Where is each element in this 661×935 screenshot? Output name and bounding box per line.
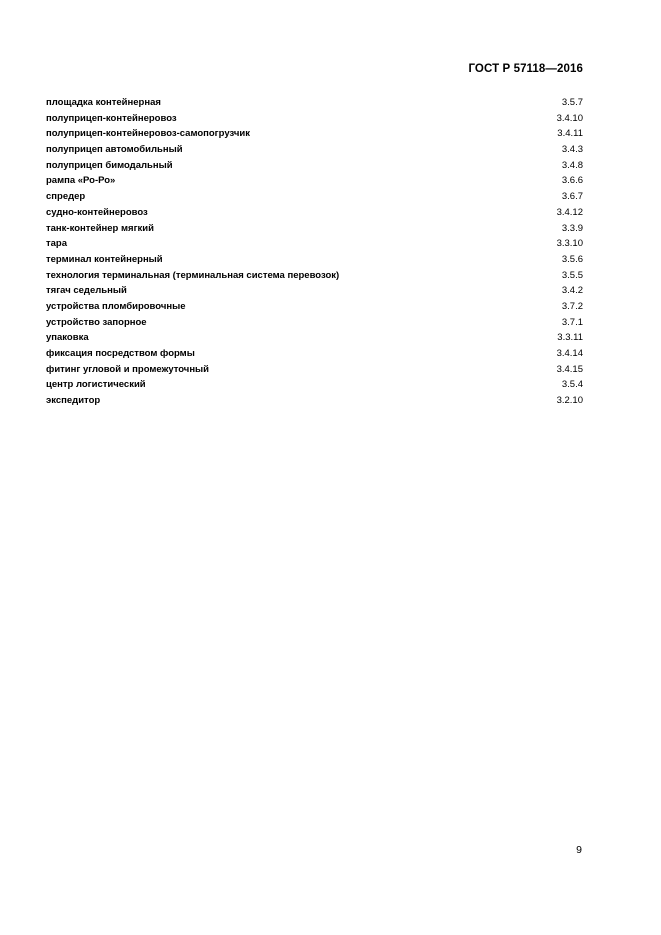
index-term: полуприцеп-контейнеровоз — [46, 112, 177, 124]
index-term: спредер — [46, 191, 86, 203]
index-reference: 3.3.9 — [561, 222, 583, 234]
index-entry — [46, 236, 583, 252]
index-term: центр логистический — [46, 379, 146, 391]
index-entry — [46, 142, 583, 158]
index-entry — [46, 268, 583, 284]
index-entry — [46, 330, 583, 346]
index-reference: 3.4.8 — [561, 159, 583, 171]
index-reference: 3.5.6 — [561, 253, 583, 265]
index-term: полуприцеп бимодальный — [46, 159, 173, 171]
index-term: тягач седельный — [46, 285, 127, 297]
index-reference: 3.3.10 — [556, 238, 583, 250]
index-reference: 3.4.14 — [556, 348, 583, 359]
index-term: полуприцеп-контейнеровоз-самопогрузчик — [46, 128, 250, 140]
index-entry — [46, 346, 583, 362]
index-reference: 3.6.7 — [561, 191, 583, 203]
index-term: рампа «Ро-Ро» — [46, 175, 116, 187]
index-term: устройства пломбировочные — [46, 300, 186, 312]
index-reference: 3.5.7 — [561, 97, 583, 108]
index-entry — [46, 126, 583, 142]
index-term: упаковка — [46, 332, 89, 344]
index-term: технология терминальная (терминальная система перевозок) — [46, 269, 340, 281]
index-entry — [46, 205, 583, 221]
index-entry — [46, 111, 583, 127]
index-reference: 3.6.6 — [561, 175, 583, 187]
index-term: тара — [46, 238, 68, 250]
index-entry — [46, 362, 583, 378]
index-term: площадка контейнерная — [46, 97, 161, 108]
index-reference: 3.4.3 — [561, 144, 583, 156]
page-number: 9 — [576, 844, 582, 856]
index-reference: 3.3.11 — [557, 332, 583, 344]
index-reference: 3.2.10 — [556, 395, 583, 407]
index-entry — [46, 173, 583, 189]
index-reference: 3.4.11 — [557, 128, 583, 140]
index-reference: 3.7.2 — [561, 300, 583, 312]
index-entry — [46, 393, 583, 409]
index-reference: 3.5.5 — [561, 269, 583, 281]
index-term: терминал контейнерный — [46, 253, 163, 265]
index-entry — [46, 221, 583, 237]
index-term: полуприцеп автомобильный — [46, 144, 183, 156]
index-reference: 3.5.4 — [561, 379, 583, 391]
index-entry — [46, 377, 583, 393]
index-entry — [46, 158, 583, 174]
index-entry — [46, 283, 583, 299]
index-term: устройство запорное — [46, 316, 147, 328]
index-term: экспедитор — [46, 395, 101, 407]
index-entry — [46, 299, 583, 315]
index-reference: 3.4.10 — [556, 112, 583, 124]
index-term: танк-контейнер мягкий — [46, 222, 154, 234]
index-reference: 3.4.12 — [556, 206, 583, 218]
index-reference: 3.4.2 — [561, 285, 583, 297]
document-header: ГОСТ Р 57118—2016 — [468, 63, 583, 75]
alphabetical-index — [46, 95, 583, 409]
index-entry — [46, 315, 583, 331]
index-term: фиксация посредством формы — [46, 348, 195, 359]
index-entry — [46, 189, 583, 205]
index-entry — [46, 252, 583, 268]
index-reference: 3.7.1 — [561, 316, 583, 328]
index-reference: 3.4.15 — [556, 363, 583, 375]
index-entry — [46, 95, 583, 111]
index-term: фитинг угловой и промежуточный — [46, 363, 210, 375]
index-term: судно-контейнеровоз — [46, 206, 148, 218]
